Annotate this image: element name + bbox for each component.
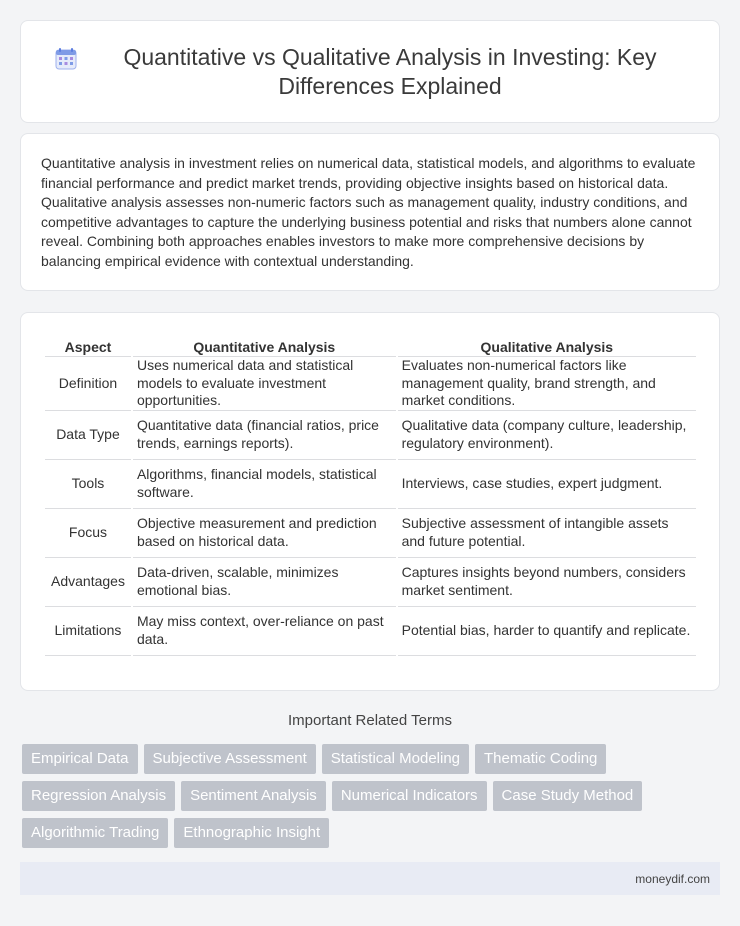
table-cell: Qualitative data (company culture, leadership, regulatory environment).	[398, 411, 696, 460]
table-cell: Objective measurement and prediction based on historical data.	[133, 509, 396, 558]
related-terms-title: Important Related Terms	[288, 712, 452, 729]
header-qualitative: Qualitative Analysis	[398, 335, 696, 357]
title-card	[20, 20, 720, 123]
table-cell: Definition	[45, 357, 131, 411]
table-header-row	[45, 335, 696, 357]
table-cell: Data-driven, scalable, minimizes emotional bias.	[133, 558, 396, 607]
table-cell: Captures insights beyond numbers, considers market sentiment.	[398, 558, 696, 607]
footer-site[interactable]: moneydif.com	[635, 872, 710, 886]
table-cell: Uses numerical data and statistical models to evaluate investment opportunities.	[133, 357, 396, 411]
related-term-tag[interactable]: Regression Analysis	[22, 781, 175, 811]
related-term-tag[interactable]: Empirical Data	[22, 744, 138, 774]
page-title: Quantitative vs Qualitative Analysis in Investing: Key Differences Explained	[123, 44, 657, 99]
related-term-tag[interactable]: Sentiment Analysis	[181, 781, 326, 811]
table-cell: Interviews, case studies, expert judgment.	[398, 460, 696, 509]
table-cell: Algorithms, financial models, statistical software.	[133, 460, 396, 509]
footer	[20, 862, 720, 895]
related-terms-list	[22, 744, 712, 848]
related-term-tag[interactable]: Algorithmic Trading	[22, 818, 168, 848]
table-cell: Tools	[45, 460, 131, 509]
related-term-tag[interactable]: Numerical Indicators	[332, 781, 487, 811]
table-row	[45, 509, 696, 558]
related-term-tag[interactable]: Thematic Coding	[475, 744, 606, 774]
table-cell: Limitations	[45, 607, 131, 656]
table-row	[45, 558, 696, 607]
intro-paragraph: Quantitative analysis in investment relies on numerical data, statistical models, and algorithms to evaluate financial performance and predict market trends, providing objective insights based on historical data. Qualitative analysis assesses non-numeric factors such as management quality, industry conditions, and competitive advantages to capture the underlying business potential and risks that numbers alone cannot reveal. Combining both approaches enables investors to make more comprehensive decisions by balancing empirical evidence with contextual understanding.	[41, 155, 696, 269]
comparison-table-card	[20, 312, 720, 691]
table-row	[45, 357, 696, 411]
table-cell: Evaluates non-numerical factors like management quality, brand strength, and market conditions.	[398, 357, 696, 411]
table-cell: Advantages	[45, 558, 131, 607]
header-quantitative: Quantitative Analysis	[133, 335, 396, 357]
table-row	[45, 607, 696, 656]
related-term-tag[interactable]: Case Study Method	[493, 781, 643, 811]
intro-card	[20, 133, 720, 291]
header-aspect: Aspect	[45, 335, 131, 357]
table-row	[45, 460, 696, 509]
related-term-tag[interactable]: Ethnographic Insight	[174, 818, 329, 848]
table-cell: May miss context, over-reliance on past data.	[133, 607, 396, 656]
table-cell: Quantitative data (financial ratios, price trends, earnings reports).	[133, 411, 396, 460]
related-term-tag[interactable]: Subjective Assessment	[144, 744, 316, 774]
table-row	[45, 411, 696, 460]
table-cell: Potential bias, harder to quantify and replicate.	[398, 607, 696, 656]
related-term-tag[interactable]: Statistical Modeling	[322, 744, 469, 774]
comparison-table	[43, 335, 698, 656]
table-cell: Data Type	[45, 411, 131, 460]
table-cell: Focus	[45, 509, 131, 558]
table-cell: Subjective assessment of intangible assets and future potential.	[398, 509, 696, 558]
